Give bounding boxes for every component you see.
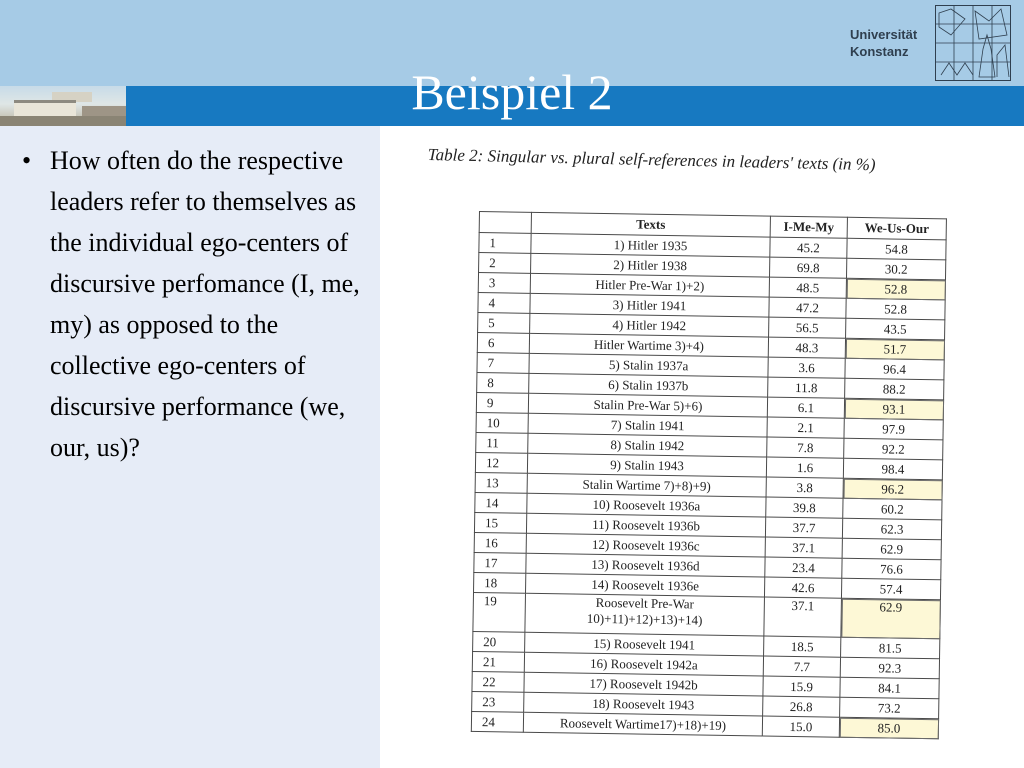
- row-singular-value: 7.7: [763, 656, 840, 677]
- row-number: 2: [479, 253, 531, 274]
- row-number: 22: [472, 671, 524, 692]
- row-singular-value: 48.3: [768, 337, 845, 358]
- row-text: 14) Roosevelt 1936e: [526, 573, 765, 597]
- row-singular-value: 3.8: [766, 477, 843, 498]
- row-text-line-1: Roosevelt Pre-War: [595, 594, 695, 612]
- row-text: Stalin Wartime 7)+8)+9): [527, 473, 766, 497]
- row-text: 2) Hitler 1938: [531, 253, 770, 277]
- row-plural-value: 84.1: [840, 677, 939, 699]
- row-plural-value-highlighted: 93.1: [844, 398, 943, 420]
- bullet-text: How often do the respective leaders refer to themselves as the individual ego-centers of discursive perfomance (I, me, my) as opposed to the collective ego-centers of discursive performance (we, our, us)?: [50, 146, 360, 462]
- row-singular-value: 3.6: [768, 357, 845, 378]
- row-text: 8) Stalin 1942: [528, 433, 767, 457]
- row-singular-value: 48.5: [769, 277, 846, 298]
- row-number: 1: [479, 233, 531, 254]
- row-text: Hitler Wartime 3)+4): [529, 333, 768, 357]
- row-number: 21: [472, 651, 524, 672]
- row-number: 14: [475, 492, 527, 513]
- row-singular-value: 37.7: [765, 517, 842, 538]
- row-text: 10) Roosevelt 1936a: [527, 493, 766, 517]
- row-plural-value-highlighted: 62.9: [841, 598, 941, 639]
- row-number: 3: [478, 273, 530, 294]
- logo-line-1: Universität: [850, 27, 918, 42]
- row-number: 19: [473, 592, 526, 632]
- row-plural-value: 57.4: [841, 578, 940, 600]
- row-text-multiline: [525, 593, 765, 636]
- university-logo-text: [850, 26, 917, 60]
- row-text: 17) Roosevelt 1942b: [524, 672, 763, 696]
- row-number: 16: [474, 532, 526, 553]
- row-singular-value: 39.8: [766, 497, 843, 518]
- logo-line-2: Konstanz: [850, 44, 909, 59]
- row-plural-value-highlighted: 52.8: [846, 278, 945, 300]
- row-number: 15: [474, 512, 526, 533]
- row-plural-value-highlighted: 96.2: [843, 478, 942, 500]
- row-singular-value: 47.2: [769, 297, 846, 318]
- leaders-table: [471, 211, 947, 739]
- row-text: Roosevelt Wartime17)+18)+19): [523, 712, 762, 736]
- header-cell-plural: We-Us-Our: [847, 217, 946, 240]
- row-text: 13) Roosevelt 1936d: [526, 553, 765, 577]
- row-plural-value: 52.8: [846, 298, 945, 320]
- row-plural-value: 43.5: [846, 318, 945, 340]
- row-plural-value: 54.8: [847, 238, 946, 260]
- row-number: 18: [474, 572, 526, 593]
- row-singular-value: 1.6: [766, 457, 843, 478]
- row-plural-value: 60.2: [843, 498, 942, 520]
- row-number: 13: [475, 472, 527, 493]
- row-text: 3) Hitler 1941: [530, 293, 769, 317]
- row-number: 17: [474, 552, 526, 573]
- bullet-item: [22, 140, 372, 468]
- row-number: 8: [477, 372, 529, 393]
- row-singular-value: 69.8: [769, 257, 846, 278]
- row-number: 5: [478, 312, 530, 333]
- row-number: 20: [473, 631, 525, 652]
- row-singular-value: 11.8: [768, 377, 845, 398]
- row-singular-value: 42.6: [764, 577, 841, 598]
- row-plural-value: 62.3: [842, 518, 941, 540]
- header-cell-texts: Texts: [531, 212, 770, 237]
- row-singular-value: 2.1: [767, 417, 844, 438]
- row-singular-value: 56.5: [769, 317, 846, 338]
- row-number: 4: [478, 292, 530, 313]
- row-plural-value: 62.9: [842, 538, 941, 560]
- row-text: 18) Roosevelt 1943: [524, 692, 763, 716]
- row-plural-value: 88.2: [845, 378, 944, 400]
- row-text: 11) Roosevelt 1936b: [526, 513, 765, 537]
- row-text: Hitler Pre-War 1)+2): [530, 273, 769, 297]
- row-plural-value: 73.2: [840, 697, 939, 719]
- university-logo-icon: [935, 5, 1011, 81]
- row-text: 5) Stalin 1937a: [529, 353, 768, 377]
- row-singular-value: 7.8: [767, 437, 844, 458]
- row-text: 1) Hitler 1935: [531, 233, 770, 257]
- bullet-dot: •: [22, 146, 32, 175]
- row-plural-value: 30.2: [846, 258, 945, 280]
- row-plural-value: 81.5: [841, 637, 940, 659]
- row-number: 24: [471, 711, 523, 732]
- row-text: 15) Roosevelt 1941: [525, 632, 764, 656]
- slide-title: Beispiel 2: [411, 64, 613, 120]
- row-singular-value: 18.5: [764, 636, 841, 657]
- row-plural-value-highlighted: 51.7: [845, 338, 944, 360]
- row-text: 16) Roosevelt 1942a: [524, 652, 763, 676]
- row-text: 9) Stalin 1943: [527, 453, 766, 477]
- header-cell-number: [479, 212, 531, 234]
- row-number: 6: [477, 332, 529, 353]
- row-plural-value: 98.4: [843, 458, 942, 480]
- row-plural-value-highlighted: 85.0: [839, 717, 938, 739]
- row-plural-value: 97.9: [844, 418, 943, 440]
- row-text: 6) Stalin 1937b: [529, 373, 768, 397]
- row-plural-value: 96.4: [845, 358, 944, 380]
- row-text: 4) Hitler 1942: [530, 313, 769, 337]
- row-singular-value: 26.8: [763, 696, 840, 717]
- row-singular-value: 45.2: [770, 237, 847, 258]
- row-text: Stalin Pre-War 5)+6): [528, 393, 767, 417]
- row-number: 9: [476, 392, 528, 413]
- row-singular-value: 15.9: [763, 676, 840, 697]
- row-number: 10: [476, 412, 528, 433]
- row-number: 12: [475, 452, 527, 473]
- table-caption: Table 2: Singular vs. plural self-references in leaders' texts (in %): [427, 145, 876, 175]
- row-plural-value: 76.6: [842, 558, 941, 580]
- row-singular-value: 15.0: [762, 716, 839, 737]
- header-cell-singular: I-Me-My: [770, 216, 847, 238]
- row-singular-value: 6.1: [767, 397, 844, 418]
- row-plural-value: 92.3: [840, 657, 939, 679]
- row-number: 7: [477, 352, 529, 373]
- row-singular-value: 37.1: [765, 537, 842, 558]
- row-number: 23: [472, 691, 524, 712]
- row-text: 7) Stalin 1941: [528, 413, 767, 437]
- row-number: 11: [476, 432, 528, 453]
- row-plural-value: 92.2: [844, 438, 943, 460]
- row-text: 12) Roosevelt 1936c: [526, 533, 765, 557]
- row-singular-value: 23.4: [765, 557, 842, 578]
- row-singular-value: 37.1: [764, 597, 842, 637]
- row-text-line-2: 10)+11)+12)+13)+14): [586, 610, 703, 628]
